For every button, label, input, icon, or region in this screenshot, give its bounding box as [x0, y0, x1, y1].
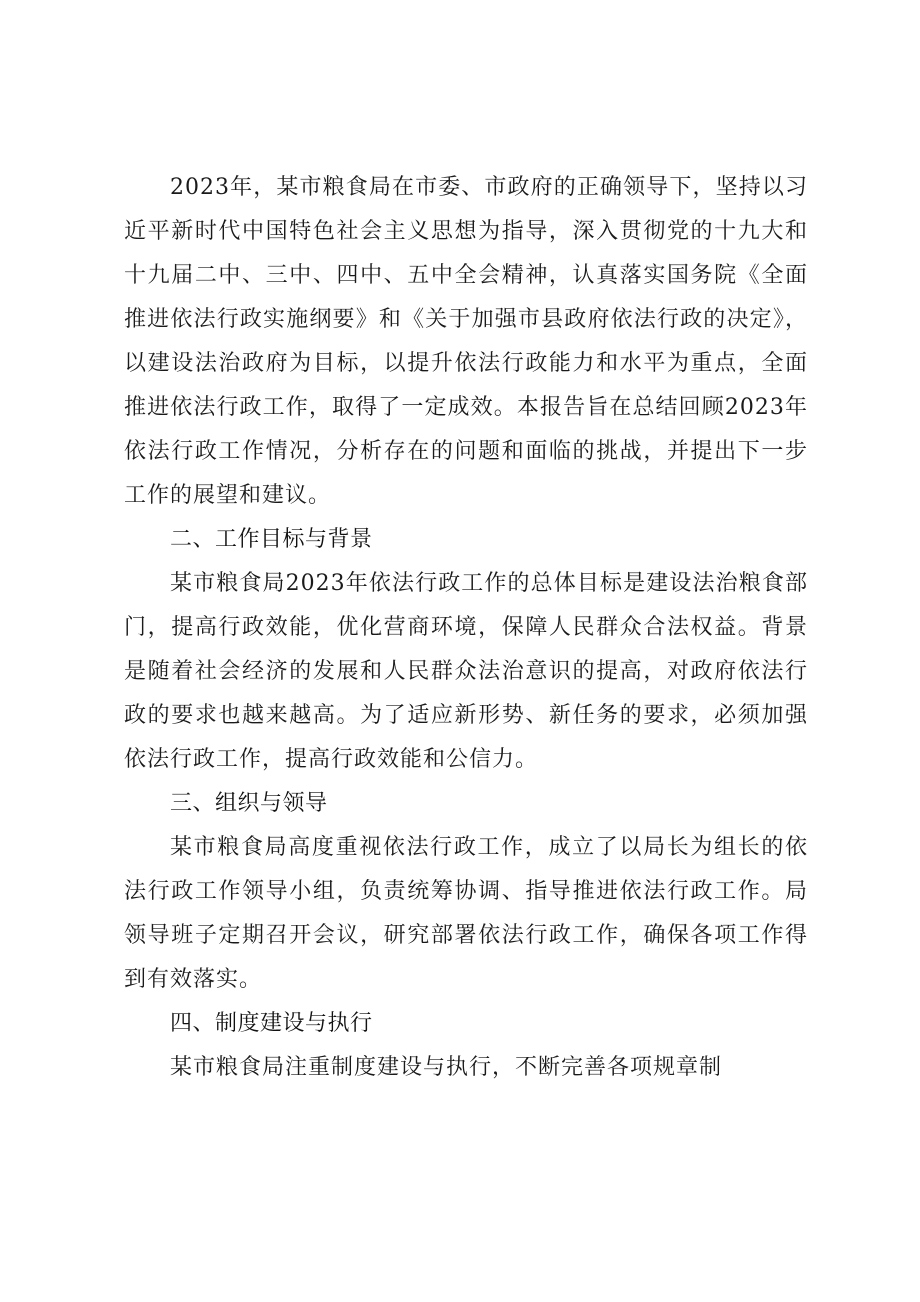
intro-paragraph: 2023年，某市粮食局在市委、市政府的正确领导下，坚持以习近平新时代中国特色社会主义思想为指导，深入贯彻党的十九大和十九届二中、三中、四中、五中全会精神，认真落实国务院《全面推进依法行政实施纲要》和《关于加强市县政府依法行政的决定》，以建设法治政府为目标，以提升依法行政能力和水平为重点，全面推进依法行政工作，取得了一定成效。本报告旨在总结回顾2023年依法行政工作情况，分析存在的问题和面临的挑战，并提出下一步工作的展望和建议。 — [124, 175, 808, 508]
section-paragraph-goals-background: 某市粮食局2023年依法行政工作的总体目标是建设法治粮食部门，提高行政效能，优化营商环境，保障人民群众合法权益。背景是随着社会经济的发展和人民群众法治意识的提高，对政府依法行政的要求也越来越高。为了适应新形势、新任务的要求，必须加强依法行政工作，提高行政效能和公信力。 — [124, 571, 808, 772]
section-paragraph-system-construction: 某市粮食局注重制度建设与执行，不断完善各项规章制 — [170, 1055, 723, 1080]
section-paragraph-organization-leadership: 某市粮食局高度重视依法行政工作，成立了以局长为组长的依法行政工作领导小组，负责统筹协调、指导推进依法行政工作。局领导班子定期召开会议，研究部署依法行政工作，确保各项工作得到有效落实。 — [124, 835, 808, 992]
section-heading-goals-background: 二、工作目标与背景 — [170, 527, 373, 552]
section-heading-organization-leadership: 三、组织与领导 — [170, 791, 328, 816]
section-heading-system-construction: 四、制度建设与执行 — [170, 1011, 373, 1036]
document-body — [124, 166, 808, 1090]
